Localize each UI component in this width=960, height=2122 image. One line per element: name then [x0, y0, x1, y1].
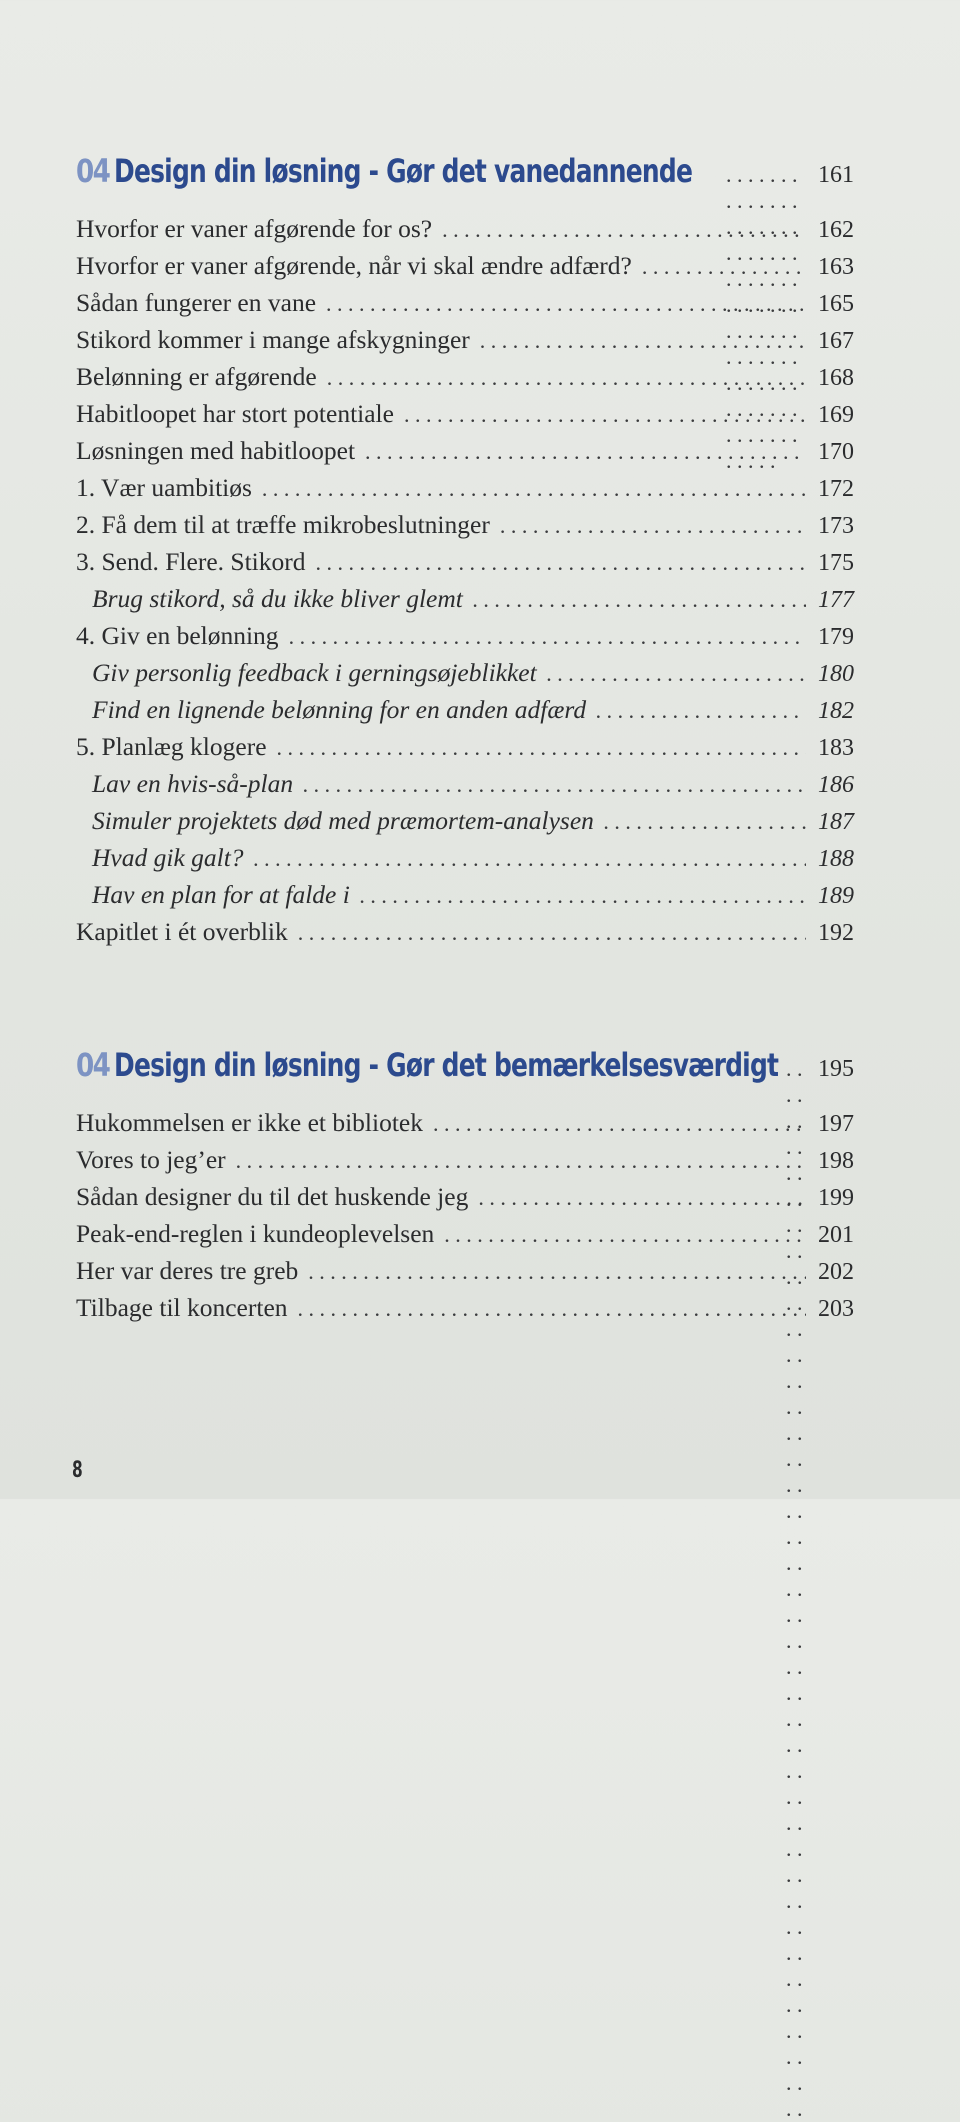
dot-leader: [478, 1185, 806, 1211]
toc-entry-page: 163: [818, 254, 854, 280]
toc-entry-title: 4. Giv en belønning: [76, 621, 279, 650]
dot-leader: [326, 291, 806, 317]
toc-entry-page: 203: [818, 1296, 854, 1322]
toc-entry-page: 189: [818, 883, 854, 909]
dot-leader: [473, 587, 806, 613]
dot-leader: [298, 1296, 806, 1322]
dot-leader: [365, 439, 806, 465]
toc-entry-page: 167: [818, 328, 854, 354]
toc-entry-title: Lav en hvis-så-plan: [92, 769, 294, 798]
toc-entry-page: 197: [818, 1111, 854, 1137]
dot-leader: [786, 1056, 806, 2122]
toc-entry-title: Sådan designer du til det huskende jeg: [76, 1182, 469, 1211]
dot-leader: [360, 883, 806, 909]
dot-leader: [298, 920, 806, 946]
dot-leader: [254, 846, 806, 872]
dot-leader: [236, 1148, 806, 1174]
toc-entry: [76, 880, 854, 917]
chapter-heading: [76, 152, 854, 214]
dot-leader: [444, 1222, 806, 1248]
toc-entry-page: 199: [818, 1185, 854, 1211]
toc-entry-title: Stikord kommer i mange afskygninger: [76, 325, 470, 354]
toc-entry-page: 179: [818, 624, 854, 650]
toc-entry-page: 192: [818, 920, 854, 946]
toc-entry: [76, 917, 854, 954]
toc-entry-title: Vores to jeg’er: [76, 1145, 226, 1174]
toc-entry: [76, 806, 854, 843]
toc-entry: [76, 584, 854, 621]
page-number: 8: [72, 1458, 83, 1483]
chapter-page-number: 161: [818, 162, 854, 188]
dot-leader: [433, 1111, 806, 1137]
toc-entry-title: Habitloopet har stort potentiale: [76, 399, 394, 428]
toc-entry-title: 3. Send. Flere. Stikord: [76, 547, 306, 576]
toc-entry: [76, 621, 854, 658]
toc-entry: [76, 1293, 854, 1330]
dot-leader: [404, 402, 806, 428]
toc-entry: [76, 658, 854, 695]
toc-entry-page: 201: [818, 1222, 854, 1248]
dot-leader: [327, 365, 806, 391]
toc-entry-page: 170: [818, 439, 854, 465]
toc-entry-page: 183: [818, 735, 854, 761]
toc-entry: [76, 695, 854, 732]
dot-leader: [500, 513, 806, 539]
toc-entry-page: 175: [818, 550, 854, 576]
toc-entry-title: Tilbage til koncerten: [76, 1293, 288, 1322]
toc-entry-page: 187: [818, 809, 854, 835]
chapter-heading: [76, 1046, 854, 1108]
toc-entry-page: 186: [818, 772, 854, 798]
dot-leader: [604, 809, 806, 835]
toc-section: [76, 152, 854, 954]
toc-entry-page: 202: [818, 1259, 854, 1285]
toc-entry: [76, 843, 854, 880]
toc-entry-title: Hvad gik galt?: [92, 843, 244, 872]
toc-entry-title: Hvorfor er vaner afgørende, når vi skal ændre adfærd?: [76, 251, 632, 280]
toc-entry: [76, 1219, 854, 1256]
dot-leader: [547, 661, 806, 687]
toc-entry-page: 188: [818, 846, 854, 872]
dot-leader: [262, 476, 806, 502]
toc-entry-title: Sådan fungerer en vane: [76, 288, 317, 317]
chapter-title: Design din løsning - Gør det vanedannende: [114, 152, 693, 190]
toc-entry-page: 182: [818, 698, 854, 724]
toc-entry: [76, 547, 854, 584]
toc-entry-title: 1. Vær uambitiøs: [76, 473, 252, 502]
toc-entry-page: 180: [818, 661, 854, 687]
toc-section: [76, 1046, 854, 1330]
toc-entry: [76, 1145, 854, 1182]
toc-entry-title: Kapitlet i ét overblik: [76, 917, 288, 946]
toc-entry: [76, 769, 854, 806]
toc-entry-title: Giv personlig feedback i gerningsøjeblikket: [92, 658, 537, 687]
toc-entry-title: 5. Planlæg klogere: [76, 732, 267, 761]
toc-entry-title: Brug stikord, så du ikke bliver glemt: [92, 584, 463, 613]
toc-entry-title: Løsningen med habitloopet: [76, 436, 356, 465]
toc-entry-page: 168: [818, 365, 854, 391]
toc-entry: [76, 1108, 854, 1145]
toc-entry: [76, 1256, 854, 1293]
toc-entry-page: 177: [818, 587, 854, 613]
toc-entry: [76, 1182, 854, 1219]
dot-leader: [442, 217, 806, 243]
toc-entry-page: 162: [818, 217, 854, 243]
dot-leader: [289, 624, 806, 650]
dot-leader: [316, 550, 807, 576]
toc-entry-list: [76, 1108, 854, 1330]
dot-leader: [308, 1259, 806, 1285]
toc-entry-title: Her var deres tre greb: [76, 1256, 299, 1285]
dot-leader: [303, 772, 806, 798]
toc-entry-title: 2. Få dem til at træffe mikrobeslutninger: [76, 510, 490, 539]
dot-leader: [642, 254, 806, 280]
toc-entry-title: Hav en plan for at falde i: [92, 880, 350, 909]
toc-entry-title: Peak-end-reglen i kundeoplevelsen: [76, 1219, 435, 1248]
toc-entry-page: 165: [818, 291, 854, 317]
dot-leader: [596, 698, 806, 724]
toc-entry: [76, 473, 854, 510]
toc-entry-title: Find en lignende belønning for en anden adfærd: [92, 695, 587, 724]
toc-entry-title: Simuler projektets død med præmortem-analysen: [92, 806, 594, 835]
toc-entry-page: 169: [818, 402, 854, 428]
toc-entry-page: 173: [818, 513, 854, 539]
dot-leader: [277, 735, 806, 761]
toc-entry: [76, 732, 854, 769]
dot-leader: [480, 328, 806, 354]
toc-entry-page: 198: [818, 1148, 854, 1174]
toc-entry: [76, 510, 854, 547]
chapter-page-number: 195: [818, 1056, 854, 1082]
chapter-number: 04: [76, 1046, 110, 1084]
toc-entry-page: 172: [818, 476, 854, 502]
toc-entry-title: Hvorfor er vaner afgørende for os?: [76, 214, 433, 243]
chapter-title: Design din løsning - Gør det bemærkelsesværdigt: [114, 1046, 779, 1084]
toc-entry-title: Hukommelsen er ikke et bibliotek: [76, 1108, 424, 1137]
chapter-number: 04: [76, 152, 110, 190]
toc-entry-title: Belønning er afgørende: [76, 362, 317, 391]
